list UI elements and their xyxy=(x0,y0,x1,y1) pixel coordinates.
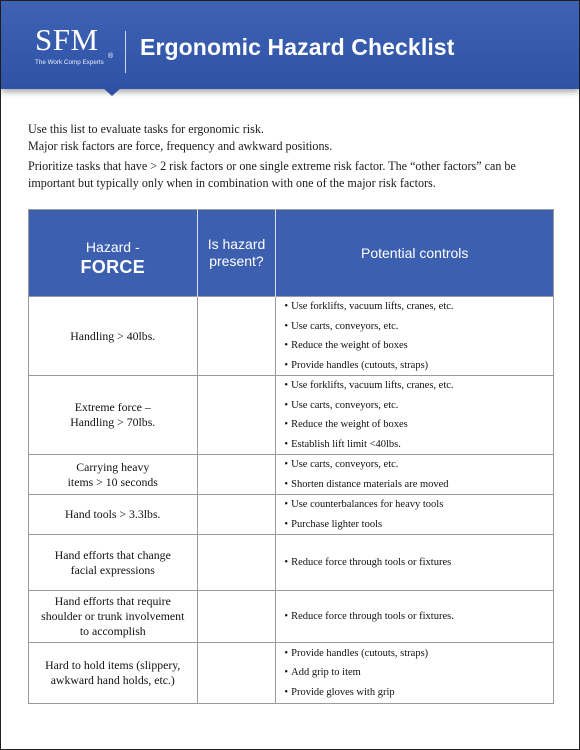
sfm-logo xyxy=(31,23,117,71)
hazard-description: Hard to hold items (slippery, awkward hand holds, etc.) xyxy=(45,658,181,687)
hazard-present-cell[interactable] xyxy=(197,591,276,643)
header-banner xyxy=(1,1,579,89)
controls-list xyxy=(284,297,547,375)
present-header-label: Is hazard present? xyxy=(207,236,266,269)
controls-list xyxy=(284,553,547,573)
control-item: • Reduce force through tools or fixtures. xyxy=(284,607,547,627)
control-item: • Add grip to item xyxy=(284,663,547,683)
hazard-present-cell[interactable] xyxy=(197,643,276,704)
hazard-description: Hand tools > 3.3lbs. xyxy=(65,507,161,521)
hazard-cell xyxy=(29,591,198,643)
table-row xyxy=(29,535,554,591)
table-row xyxy=(29,376,554,455)
control-item: • Use counterbalances for heavy tools xyxy=(284,495,547,515)
control-item: • Shorten distance materials are moved xyxy=(284,475,547,495)
table-row xyxy=(29,495,554,535)
table-row xyxy=(29,643,554,704)
controls-list xyxy=(284,607,547,627)
intro-line-2: Major risk factors are force, frequency and awkward positions. xyxy=(28,138,333,153)
controls-list xyxy=(284,644,547,703)
hazard-present-cell[interactable] xyxy=(197,455,276,495)
control-item: • Use forklifts, vacuum lifts, cranes, etc. xyxy=(284,297,547,317)
hazard-header-category: FORCE xyxy=(80,256,146,277)
control-item: • Reduce force through tools or fixtures xyxy=(284,553,547,573)
header-notch xyxy=(103,88,121,96)
hazard-description: Handling > 40lbs. xyxy=(70,328,156,343)
hazard-table xyxy=(28,209,554,704)
column-header-present xyxy=(197,210,276,297)
control-item: • Provide handles (cutouts, straps) xyxy=(284,644,547,664)
table-row xyxy=(29,591,554,643)
controls-list xyxy=(284,376,547,454)
controls-cell xyxy=(276,297,554,376)
intro-text xyxy=(28,121,558,191)
hazard-description: Extreme force – Handling > 70lbs. xyxy=(70,400,156,429)
hazard-cell xyxy=(29,376,198,455)
hazard-cell xyxy=(29,643,198,704)
table-row xyxy=(29,297,554,376)
controls-cell xyxy=(276,495,554,535)
hazard-cell xyxy=(29,495,198,535)
table-row xyxy=(29,455,554,495)
control-item: • Use carts, conveyors, etc. xyxy=(284,317,547,337)
control-item: • Reduce the weight of boxes xyxy=(284,415,547,435)
table-header-row xyxy=(29,210,554,297)
control-item: • Use forklifts, vacuum lifts, cranes, etc. xyxy=(284,376,547,396)
hazard-header-prefix: Hazard - xyxy=(85,238,140,255)
column-header-controls xyxy=(276,210,554,297)
hazard-description: Carrying heavy items > 10 seconds xyxy=(67,459,158,489)
hazard-cell xyxy=(29,455,198,495)
intro-line-1: Use this list to evaluate tasks for ergonomic risk. xyxy=(28,122,264,136)
controls-cell xyxy=(276,643,554,704)
controls-header-label: Potential controls xyxy=(361,244,469,261)
hazard-description: Hand efforts that require shoulder or trunk involvement to accomplish xyxy=(41,594,185,638)
logo-wordmark: SFM xyxy=(35,22,99,57)
control-item: • Reduce the weight of boxes xyxy=(284,336,547,356)
control-item: • Establish lift limit <40lbs. xyxy=(284,435,547,455)
hazard-description: Hand efforts that change facial expressions xyxy=(54,547,171,577)
hazard-present-cell[interactable] xyxy=(197,535,276,591)
controls-cell xyxy=(276,376,554,455)
logo-tagline: The Work Comp Experts xyxy=(35,59,104,66)
control-item: • Purchase lighter tools xyxy=(284,515,547,535)
controls-cell xyxy=(276,455,554,495)
controls-cell xyxy=(276,535,554,591)
hazard-present-cell[interactable] xyxy=(197,297,276,376)
controls-list xyxy=(284,455,547,494)
control-item: • Use carts, conveyors, etc. xyxy=(284,455,547,475)
header-divider xyxy=(125,31,126,73)
intro-paragraph-2: Prioritize tasks that have > 2 risk factors or one single extreme risk factor. The “other factors” can be important but typically only when in combination with one of the major risk factors. xyxy=(28,159,516,190)
hazard-cell xyxy=(29,535,198,591)
control-item: • Use carts, conveyors, etc. xyxy=(284,396,547,416)
controls-cell xyxy=(276,591,554,643)
logo-registered-mark: ® xyxy=(108,53,114,60)
column-header-hazard xyxy=(29,210,198,297)
hazard-cell xyxy=(29,297,198,376)
hazard-present-cell[interactable] xyxy=(197,376,276,455)
control-item: • Provide handles (cutouts, straps) xyxy=(284,356,547,376)
controls-list xyxy=(284,495,547,534)
control-item: • Provide gloves with grip xyxy=(284,683,547,703)
page-title: Ergonomic Hazard Checklist xyxy=(140,34,455,60)
hazard-present-cell[interactable] xyxy=(197,495,276,535)
